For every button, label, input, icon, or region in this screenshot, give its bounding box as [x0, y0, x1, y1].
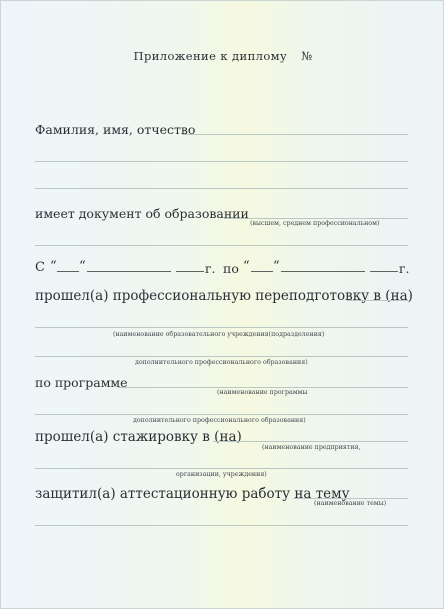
retraining-label: прошел(а) профессиональную переподготовку в (на) — [35, 288, 413, 304]
date-quote-4: “ — [273, 259, 280, 274]
date-quote-1: “ — [50, 259, 57, 274]
date-month-line-1 — [87, 271, 171, 272]
name-label: Фамилия, имя, отчество — [35, 122, 196, 137]
document-line — [224, 218, 408, 219]
additional-note-2: дополнительного профессионального образования) — [133, 417, 306, 424]
document-note: (высшем, среднем профессиональном) — [250, 220, 380, 227]
organization-note: организации, учреждения) — [176, 471, 267, 478]
program-label: по программе — [35, 375, 128, 390]
retraining-line — [347, 300, 408, 301]
date-quote-3: “ — [243, 259, 250, 274]
topic-note: (наименование темы) — [314, 500, 387, 507]
topic-line-2 — [35, 525, 408, 526]
page-title — [1, 49, 444, 63]
additional-line-1 — [35, 356, 408, 357]
additional-note-1: дополнительного профессионального образования) — [135, 359, 308, 366]
program-note: (наименование программы — [217, 389, 308, 396]
institution-line — [35, 327, 408, 328]
internship-line — [213, 441, 408, 442]
topic-line — [293, 498, 408, 499]
enterprise-note: (наименование предприятия, — [262, 444, 361, 451]
number-sign: № — [301, 49, 313, 63]
date-po: по — [223, 261, 239, 276]
defended-label: защитил(а) аттестационную работу на тему — [35, 486, 350, 502]
date-year-line-1 — [176, 271, 204, 272]
date-g-2: г. — [399, 261, 410, 276]
blank-line-1 — [35, 245, 408, 246]
date-day-line-1 — [57, 271, 79, 272]
program-line — [118, 387, 408, 388]
title-text: Приложение к диплому — [133, 49, 288, 63]
name-line-2 — [35, 161, 408, 162]
name-line-1 — [182, 134, 408, 135]
date-month-line-2 — [281, 271, 365, 272]
date-year-line-2 — [370, 271, 398, 272]
institution-note: (наименование образовательного учреждения(подразделения) — [113, 331, 325, 338]
date-quote-2: “ — [79, 259, 86, 274]
date-c: С — [35, 260, 45, 275]
additional-line-2 — [35, 414, 408, 415]
organization-line — [35, 468, 408, 469]
date-day-line-2 — [251, 271, 273, 272]
date-g-1: г. — [205, 261, 216, 276]
document-label: имеет документ об образовании — [35, 206, 249, 221]
internship-label: прошел(а) стажировку в (на) — [35, 429, 242, 445]
name-line-3 — [35, 188, 408, 189]
